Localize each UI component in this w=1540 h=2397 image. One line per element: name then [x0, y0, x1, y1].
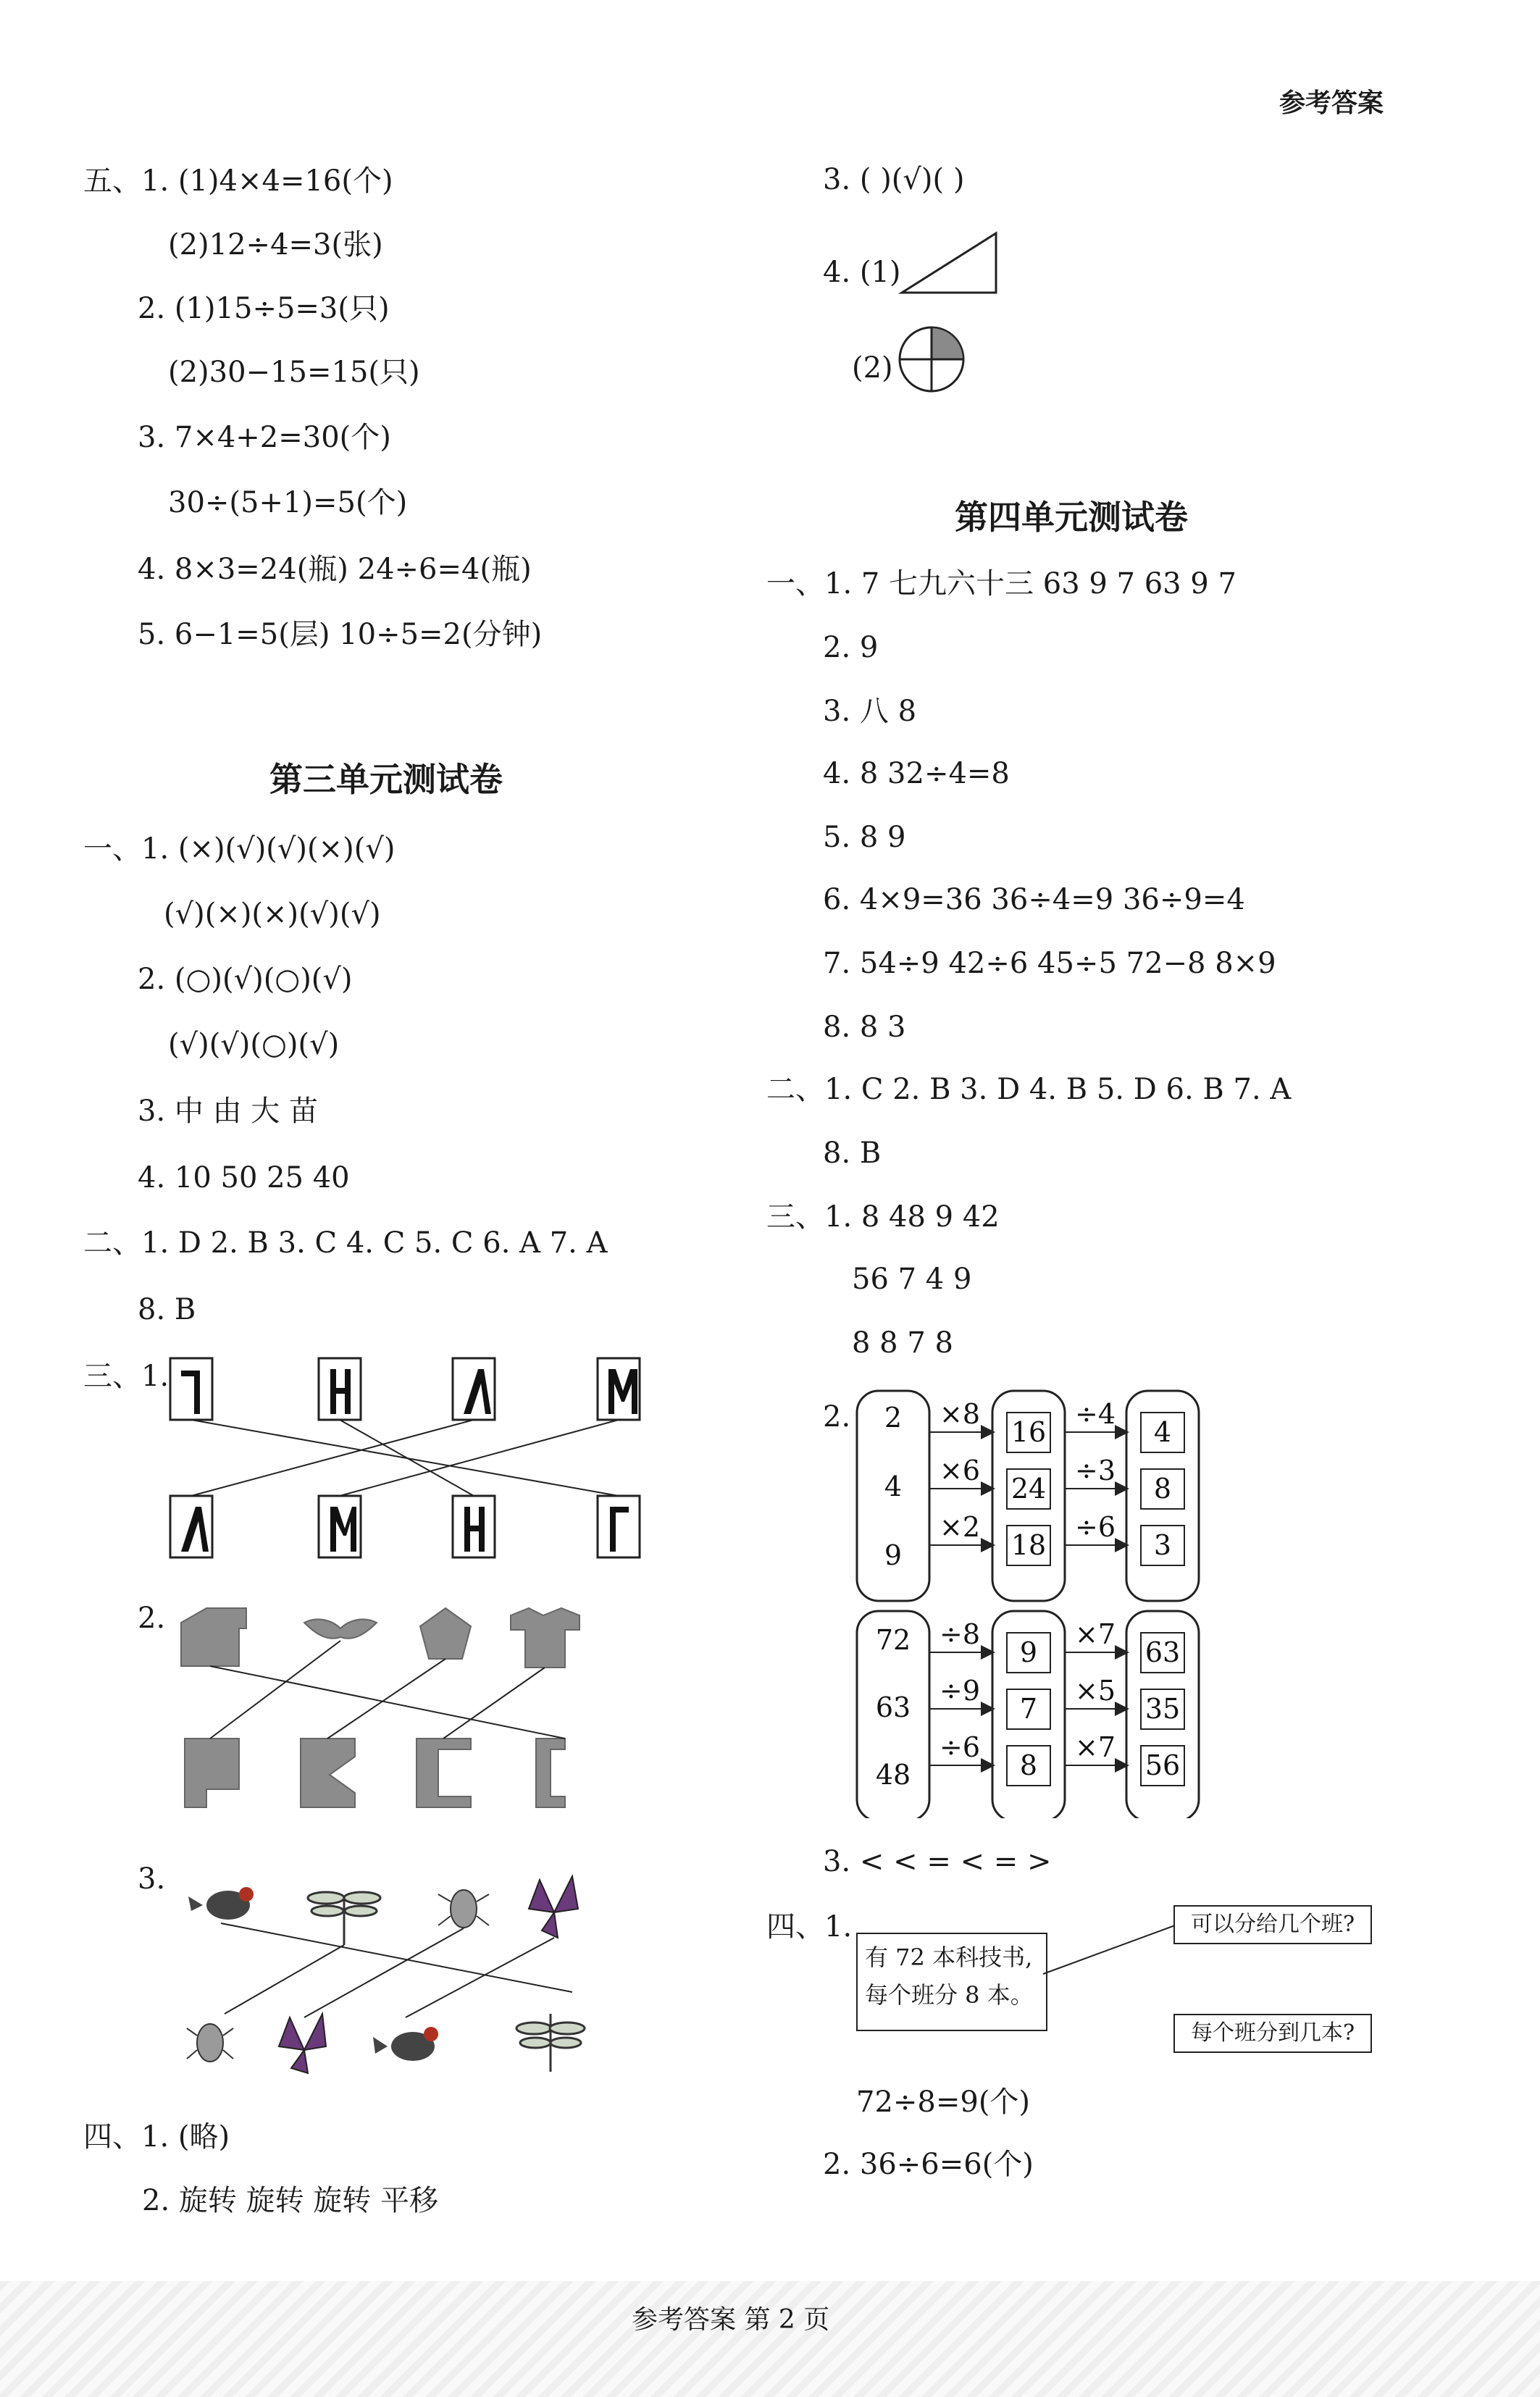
question-box-b: 每个班分到几本?: [1173, 2014, 1372, 2053]
flow1-input: 9: [884, 1539, 903, 1571]
answer-line: 二、1. D 2. B 3. C 4. C 5. C 6. A 7. A: [83, 1226, 608, 1260]
flow2-op: ÷9: [939, 1675, 981, 1707]
section-label: 2.: [823, 1400, 851, 1434]
answer-line: 2. 旋转 旋转 旋转 平移: [142, 2184, 439, 2217]
section-label: 2.: [138, 1602, 166, 1635]
answer-line: 4. (1): [823, 256, 901, 289]
answer-line: 5. 8 9: [823, 821, 906, 854]
connector-line: [1043, 1920, 1181, 1978]
flow2-out: 56: [1144, 1749, 1181, 1781]
dragonfly-icon: [516, 2014, 585, 2072]
dragonfly-icon: [308, 1892, 380, 1945]
section-label: 3.: [138, 1862, 166, 1896]
flow1-out: 4: [1153, 1416, 1172, 1448]
flow2-mid: 9: [1019, 1636, 1038, 1668]
flow2-mid: 8: [1019, 1749, 1038, 1781]
answer-line: 一、1. 7 七九六十三 63 9 7 63 9 7: [766, 567, 1236, 601]
answer-line: 4. 8×3=24(瓶) 24÷6=4(瓶): [138, 553, 532, 586]
flow1-op: ×2: [939, 1511, 981, 1543]
answer-line: 56 7 4 9: [852, 1263, 972, 1296]
flow1-op: ÷4: [1074, 1398, 1116, 1430]
answer-line: (2)30−15=15(只): [168, 356, 420, 389]
answer-line: 三、1. 8 48 9 42: [766, 1200, 1000, 1234]
flow2-op: ÷6: [939, 1731, 981, 1763]
flow2-out: 63: [1144, 1636, 1181, 1668]
flow1-op: ÷6: [1074, 1511, 1116, 1543]
flow2-mid: 7: [1019, 1693, 1038, 1725]
beetle-icon: [438, 1890, 489, 1928]
flow2-input: 72: [875, 1624, 911, 1656]
answer-line: 二、1. C 2. B 3. D 4. B 5. D 6. B 7. A: [766, 1073, 1292, 1106]
answer-line: 7. 54÷9 42÷6 45÷5 72−8 8×9: [823, 947, 1276, 980]
flow1-mid: 16: [1010, 1416, 1047, 1448]
answer-line: (√)(×)(×)(√)(√): [164, 898, 381, 931]
answer-line: 3. ( )(√)( ): [823, 163, 965, 196]
answer-line: 一、1. (×)(√)(√)(×)(√): [83, 832, 396, 866]
flow1-out: 3: [1153, 1529, 1172, 1561]
animal-matching: [181, 1869, 616, 2086]
answer-line: 4. 8 32÷4=8: [823, 757, 1010, 790]
word-problem-line: 每个班分 8 本。: [865, 1981, 1034, 2009]
answer-line: 五、1. (1)4×4=16(个): [83, 164, 393, 198]
answer-line: 8. B: [823, 1137, 882, 1170]
answer-line: 30÷(5+1)=5(个): [168, 486, 408, 519]
flow1-op: ×6: [939, 1455, 981, 1486]
header-title: 参考答案: [1279, 88, 1384, 118]
bird-icon: [373, 2027, 438, 2061]
flow2-input: 48: [875, 1759, 911, 1791]
answer-line: 8 8 7 8: [852, 1326, 953, 1360]
flow1-input: 2: [884, 1402, 903, 1434]
letter-matching: [159, 1347, 666, 1579]
flow1-out: 8: [1153, 1473, 1172, 1505]
answer-line: 3. 7×4+2=30(个): [138, 421, 391, 454]
flow2-op: ÷8: [939, 1618, 981, 1650]
flow1-op: ÷3: [1074, 1455, 1116, 1486]
flow-diagrams: [851, 1384, 1213, 1818]
answer-line: 2. (1)15÷5=3(只): [138, 292, 390, 325]
question-box-a: 可以分给几个班?: [1173, 1905, 1372, 1944]
answer-line: 四、1. (略): [83, 2120, 230, 2154]
answer-line: 3. 中 由 大 苗: [138, 1095, 319, 1128]
flow1-op: ×8: [939, 1398, 981, 1430]
word-problem-line: 有 72 本科技书,: [865, 1944, 1033, 1971]
flow2-op: ×5: [1074, 1675, 1116, 1707]
beetle-icon: [187, 2024, 233, 2062]
section-label: 四、1.: [766, 1910, 853, 1944]
answer-line: 6. 4×9=36 36÷4=9 36÷9=4: [823, 883, 1245, 916]
footer-page-label: 参考答案 第 2 页: [632, 2305, 830, 2335]
section-label: 三、1.: [83, 1360, 170, 1393]
unit4-title: 第四单元测试卷: [955, 498, 1188, 537]
flow1-mid: 18: [1010, 1529, 1047, 1561]
flow2-out: 35: [1144, 1693, 1181, 1725]
answer-line: 8. 8 3: [823, 1011, 906, 1044]
flow1-mid: 24: [1010, 1473, 1047, 1505]
answer-line: 72÷8=9(个): [856, 2086, 1031, 2119]
butterfly-icon: [279, 2014, 326, 2073]
flow2-op: ×7: [1074, 1731, 1116, 1763]
answer-line: (2): [852, 351, 893, 385]
answer-line: 4. 10 50 25 40: [138, 1161, 350, 1195]
answer-line: 8. B: [138, 1293, 196, 1326]
answer-line: 2. 9: [823, 631, 879, 664]
triangle-figure: [898, 226, 1000, 298]
answer-line: 2. (○)(√)(○)(√): [138, 963, 353, 996]
answer-line: (√)(√)(○)(√): [168, 1028, 340, 1061]
shape-matching: [167, 1601, 616, 1847]
word-problem-box: [856, 1933, 1047, 2031]
footer-band: [0, 2281, 1540, 2397]
unit3-title: 第三单元测试卷: [269, 760, 503, 799]
circle-quarter-figure: [895, 323, 968, 396]
answer-line: 2. 36÷6=6(个): [823, 2148, 1034, 2181]
flow2-input: 63: [875, 1691, 911, 1723]
flow1-input: 4: [884, 1471, 903, 1502]
compare-answers: 3. < < = < = >: [823, 1845, 1052, 1878]
butterfly-icon: [529, 1876, 578, 1938]
flow2-op: ×7: [1074, 1618, 1116, 1650]
answer-line: (2)12÷4=3(张): [168, 228, 383, 262]
answer-line: 5. 6−1=5(层) 10÷5=2(分钟): [138, 618, 543, 651]
bird-icon: [188, 1887, 254, 1920]
answer-line: 3. 八 8: [823, 695, 917, 728]
